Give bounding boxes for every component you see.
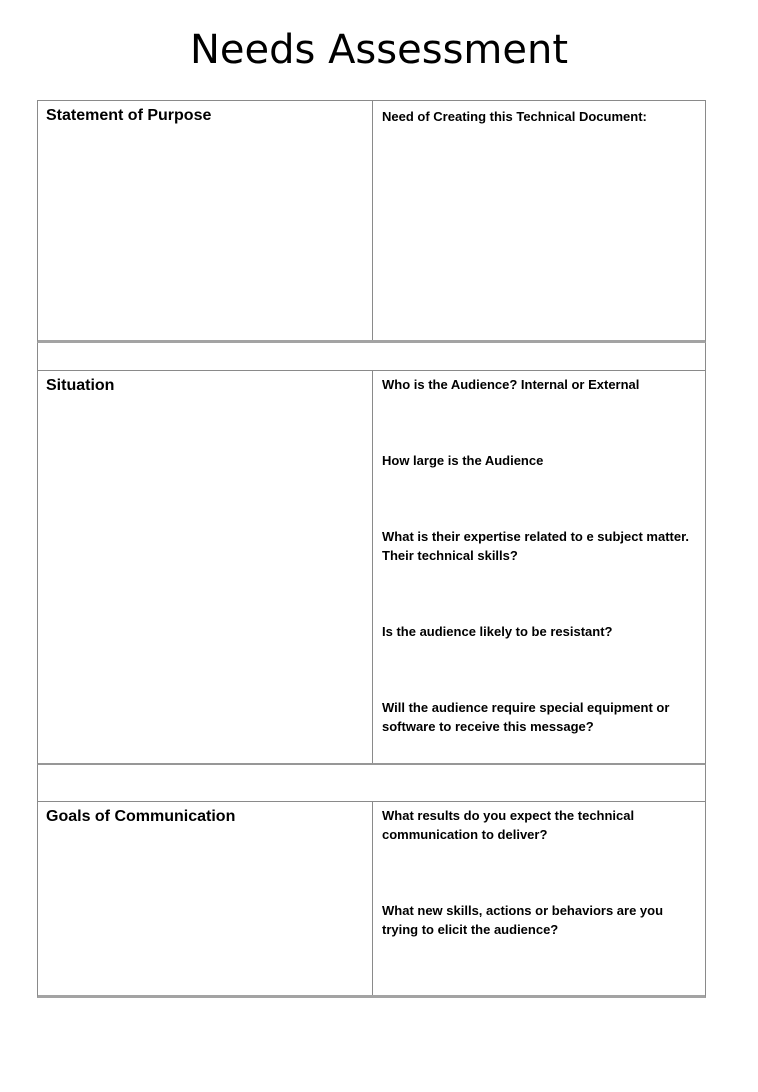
prompts-cell-situation: [373, 371, 705, 763]
table-spacer-row: [37, 765, 706, 801]
prompt-text: What is their expertise related to e subject matter. Their technical skills?: [382, 529, 690, 563]
heading-cell-situation: [38, 371, 373, 763]
prompt-text: Need of Creating this Technical Document:: [382, 109, 647, 124]
section-heading: Situation: [46, 377, 115, 394]
section-heading: Goals of Communication: [46, 808, 236, 825]
section-heading: Statement of Purpose: [46, 107, 212, 124]
prompts-cell-goals-of-communication: [373, 802, 705, 995]
heading-cell-statement-of-purpose: [38, 101, 373, 340]
prompt-text: Will the audience require special equipment or software to receive this message?: [382, 700, 670, 734]
prompts-cell-statement-of-purpose: [373, 101, 705, 340]
page-title: Needs Assessment: [189, 27, 569, 73]
prompt-text: How large is the Audience: [382, 453, 544, 468]
needs-assessment-form: [37, 100, 706, 998]
prompt-text: What results do you expect the technical communication to deliver?: [382, 808, 635, 842]
section-goals-of-communication: [37, 801, 706, 998]
table-spacer-row: [37, 343, 706, 370]
prompt-text: Who is the Audience? Internal or External: [382, 377, 640, 392]
section-situation: [37, 370, 706, 765]
heading-cell-goals-of-communication: [38, 802, 373, 995]
prompt-text: Is the audience likely to be resistant?: [382, 624, 613, 639]
section-statement-of-purpose: [37, 100, 706, 343]
prompt-text: What new skills, actions or behaviors are you trying to elicit the audience?: [382, 903, 664, 937]
